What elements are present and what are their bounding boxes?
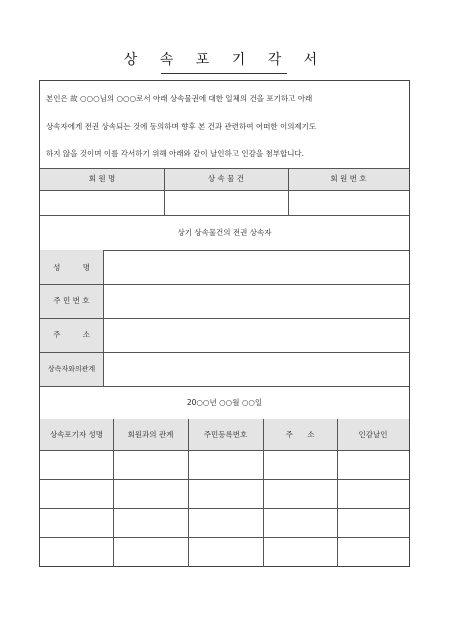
member-number-cell[interactable] — [288, 191, 409, 215]
table-row-cell[interactable] — [338, 509, 409, 537]
label-relationship: 상속자와의관계 — [47, 365, 96, 373]
header-inheritance-item: 상 속 물 건 — [207, 174, 245, 183]
label-address: 주 소 — [53, 330, 90, 339]
header-renouncer-name: 상속포기자 성명 — [49, 430, 104, 439]
label-resident-number: 주 민 번 호 — [53, 296, 90, 305]
table-row-cell[interactable] — [264, 509, 337, 537]
table-row-cell[interactable] — [338, 480, 409, 508]
header-seal: 인감날인 — [358, 430, 388, 439]
header-address: 주 소 — [285, 430, 315, 439]
document-title: 상 속 포 기 각 서 — [123, 52, 327, 68]
label-name: 성 명 — [53, 263, 90, 272]
table-row-cell[interactable] — [40, 451, 113, 479]
table-row-cell[interactable] — [40, 538, 113, 566]
statement-line-1: 본인은 故 ○○○님의 ○○○로서 아래 상속물권에 대한 일체의 건을 포기하고 아래 — [46, 94, 313, 103]
table-row-cell[interactable] — [40, 509, 113, 537]
inheritance-item-cell[interactable] — [164, 191, 288, 215]
heir-resident-number-field[interactable] — [104, 285, 409, 318]
date-line: 20○○년 ○○월 ○○일 — [186, 398, 263, 407]
table-row-cell[interactable] — [114, 451, 188, 479]
table-row-cell[interactable] — [114, 480, 188, 508]
statement-line-3: 하지 않을 것이며 이를 각서하기 위해 아래와 같이 날인하고 인감을 첨부합니다. — [46, 149, 305, 158]
title-underline — [161, 73, 287, 74]
divider — [40, 168, 409, 169]
header-member-name: 회 원 명 — [88, 174, 116, 183]
heir-name-field[interactable] — [104, 251, 409, 284]
table-row-cell[interactable] — [189, 451, 263, 479]
heir-section-heading: 상기 상속물건의 전권 상속자 — [177, 228, 272, 237]
heir-address-field[interactable] — [104, 319, 409, 352]
statement-line-2: 상속자에게 전권 상속되는 것에 동의하며 향후 본 건과 관련하여 어떠한 이의제기도 — [46, 122, 317, 131]
table-row-cell[interactable] — [189, 480, 263, 508]
divider — [40, 386, 409, 387]
table-row-cell[interactable] — [114, 538, 188, 566]
table-row-cell[interactable] — [264, 538, 337, 566]
renunciation-form — [39, 80, 410, 567]
table-row-cell[interactable] — [40, 480, 113, 508]
table-row-cell[interactable] — [264, 480, 337, 508]
header-member-number: 회 원 번 호 — [330, 174, 367, 183]
table-row-cell[interactable] — [189, 538, 263, 566]
table-row-cell[interactable] — [114, 509, 188, 537]
header-relationship: 회원과의 관계 — [127, 430, 174, 439]
divider — [40, 215, 409, 216]
member-name-cell[interactable] — [40, 191, 164, 215]
table-row-cell[interactable] — [338, 538, 409, 566]
table-row-cell[interactable] — [264, 451, 337, 479]
table-row-cell[interactable] — [189, 509, 263, 537]
header-registration-number: 주민등록번호 — [203, 430, 248, 439]
heir-relationship-field[interactable] — [104, 353, 409, 386]
table-row-cell[interactable] — [338, 451, 409, 479]
